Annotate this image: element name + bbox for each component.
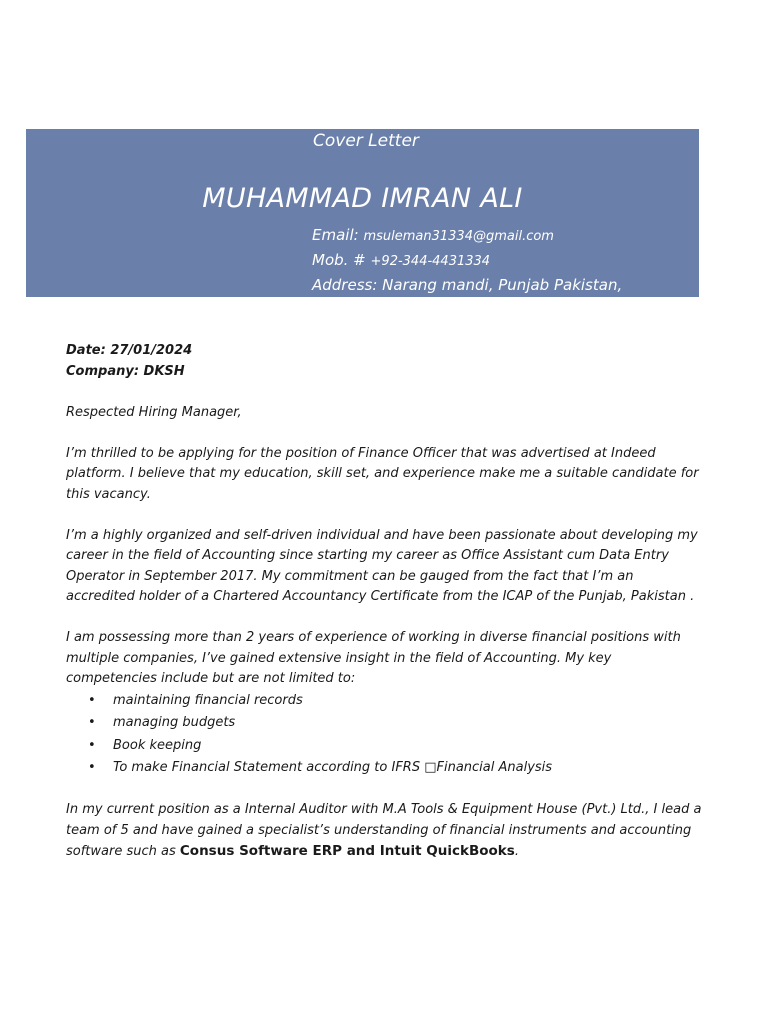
paragraph-4 (66, 800, 706, 863)
mobile-value: +92-344-4431334 (370, 254, 491, 269)
mobile-label: Mob. # (312, 251, 366, 269)
address-line: Address: Narang mandi, Punjab Pakistan, (312, 276, 623, 294)
skill-item: • managing budgets (66, 712, 706, 735)
letter-company: Company: DKSH (66, 364, 185, 379)
software-names: Consus Software ERP and Intuit QuickBooks (179, 843, 515, 859)
paragraph-2: I’m a highly organized and self-driven individual and have been passionate about developing my career in the field of Accounting since starting my career as Office Assistant cum Data Entry Operator in September 2017. My commitment can be gauged from the fact that I’m an accredited holder of a Chartered Accountancy Certificate from the ICAP of the Punjab, Pakistan . (66, 527, 698, 604)
applicant-name: MUHAMMAD IMRAN ALI (202, 183, 523, 214)
letter-body (66, 340, 706, 863)
skills-list (66, 690, 706, 780)
document-type-label: Cover Letter (313, 131, 419, 151)
letter-date: Date: 27/01/2024 (66, 343, 193, 358)
paragraph-3: I am possessing more than 2 years of experience of working in diverse financial positions with multiple companies, I’ve gained extensive insight in the field of Accounting. My key competencies include but are not limited to: (66, 630, 681, 686)
email-label: Email: (312, 226, 359, 244)
skill-item: • Book keeping (66, 735, 706, 758)
paragraph-4-end: . (514, 844, 519, 859)
paragraph-4-text: In my current position as a Internal Auditor with M.A Tools & Equipment House (Pvt.) Ltd., I lead a team of 5 and have gained a specialist’s understanding of financial instruments and accounting software such as (66, 802, 702, 859)
paragraph-1: I’m thrilled to be applying for the position of Finance Officer that was advertised at Indeed platform. I believe that my education, skill set, and experience make me a suitable candidate for this vacancy. (66, 445, 699, 502)
email-value: msuleman31334@gmail.com (363, 229, 554, 244)
skill-item: • maintaining financial records (66, 690, 706, 713)
skill-item: • To make Financial Statement according to IFRS □Financial Analysis (66, 757, 706, 780)
mobile-line (312, 251, 490, 269)
email-line (312, 226, 554, 244)
salutation: Respected Hiring Manager, (66, 404, 242, 420)
header-banner (26, 129, 699, 297)
